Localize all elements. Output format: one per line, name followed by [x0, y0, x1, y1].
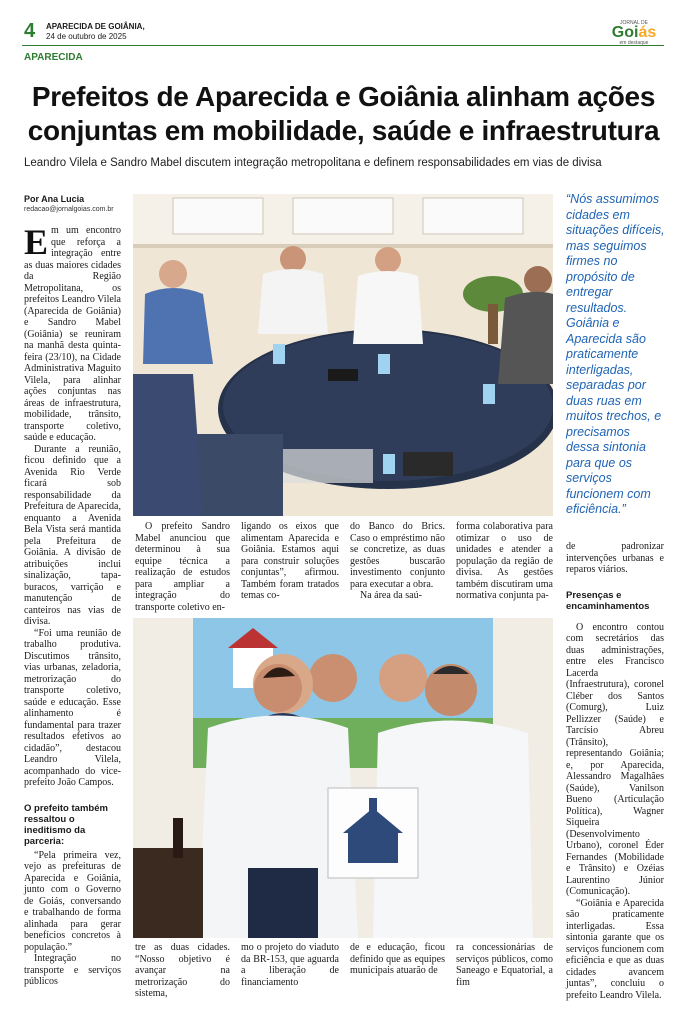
mayors-photo: [133, 618, 553, 938]
paragraph: Durante a reunião, ficou definido que a Avenida Rio Verde ficará sob responsabilidade da Prefeitura de Aparecida, enquanto a Avenida Bela Vista será mantida pela Prefeitura de Goiânia. A divisão de atribuições inclui sinalização, tapa-buracos, varrição e manutenção de canteiros nas vias de divisa.: [24, 443, 121, 627]
paragraph: ligando os eixos que alimentam Aparecida e Goiânia. Estamos aqui para construir soluções conjuntas”, afirmou. Também foram tratados temas co-: [241, 521, 339, 601]
paragraph: “Goiânia e Aparecida são praticamente interligadas. Essa sintonia garante que os serviços funcionem com eficiência e que as duas cidades avancem juntas”, concluiu o prefeito Leandro Vilela.: [566, 897, 664, 1001]
paragraph: mo o projeto do viaduto da BR-153, que aguarda a liberação de financiamento: [241, 942, 339, 988]
column-subheading: Presenças e encaminhamentos: [566, 589, 650, 612]
paragraph: forma colaborativa para otimizar o uso de unidades e atender a população da região de divisa. As gestões também discutiram uma normativa conjunta pa-: [456, 521, 553, 601]
paragraph: de padronizar intervenções urbanas e reparos viários.: [566, 541, 664, 575]
mayors-photo-illustration: [133, 618, 553, 938]
drop-cap: E: [24, 222, 49, 262]
article-column-1: [24, 222, 121, 988]
pull-quote: “Nós assumimos cidades em situações difíceis, mas seguimos firmes no propósito de entregar resultados. Goiânia e Aparecida são praticamente interligadas, separadas por duas ruas em muitos trechos, e precisamos dessa sintonia para que os serviços funcionem com eficiência.”: [566, 192, 665, 516]
section-label: APARECIDA: [24, 52, 83, 63]
meeting-photo: [133, 194, 553, 516]
paragraph: O prefeito Sandro Mabel anunciou que determinou à sua equipe técnica a realização de estudos para ampliar a integração do transporte coletivo en-: [135, 521, 230, 613]
page-number: 4: [24, 20, 36, 42]
article-column-4-bottom: [350, 942, 445, 977]
author-byline: Por Ana Lucia: [24, 194, 85, 204]
paragraph: do Banco do Brics. Caso o empréstimo não se concretize, as duas gestões buscarão investimento conjunto para executar a obra.: [350, 521, 445, 590]
paragraph: tre as duas cidades. “Nosso objetivo é avançar na metrorização do sistema,: [135, 942, 230, 999]
paragraph: “Pela primeira vez, vejo as prefeituras de Aparecida e Goiânia, junto com o Governo de Goiás, conversando e trabalhando de forma alinhada para gerar benefícios concretos à população.”: [24, 849, 121, 953]
article-column-2-top: [135, 521, 230, 613]
paragraph: Na área da saú-: [360, 590, 422, 601]
paragraph: m um encontro que reforça a integração entre as duas maiores cidades da Região Metropolitana, os prefeitos Leandro Vilela (Aparecida de Goiânia) e Sandro Mabel (Goiânia) se reuniram na manhã desta quinta-feira (23/10), na Cidade Administrativa Maguito Vilela, para alinhar ações conjuntas nas áreas de infraestrutura, mobilidade, trânsito, transporte coletivo, saúde e educação.: [24, 225, 121, 443]
article-column-3-top: [241, 521, 339, 602]
paragraph: de e educação, ficou definido que as equipes municipais atuarão de: [350, 942, 445, 976]
article-headline: Prefeitos de Aparecida e Goiânia alinham ações conjuntas em mobilidade, saúde e infraestrutura: [27, 81, 660, 146]
article-column-4-top: [350, 521, 445, 602]
paragraph: O encontro contou com secretários das duas administrações, entre eles Francisco Lacerda (Infraestrutura), coronel Cléber dos Santos (Comurg), Luiz Pellizzer (Saúde) e Tarcísio Abreu (Trânsito), representando Goiânia; e, por Aparecida, Alessandro Magalhães (Saúde), Vanilson Bueno (Articulação Política), Wagner Siqueira (Desenvolvimento Urbano), coronel Éder Fernandes (Mobilidade e Trânsito) e Ozéias Laurentino Júnior (Comunicação).: [566, 621, 664, 897]
paragraph: Integração no transporte e serviços públicos: [24, 953, 121, 987]
meeting-photo-illustration: [133, 194, 553, 516]
article-subheadline: Leandro Vilela e Sandro Mabel discutem integração metropolitana e definem responsabilidades em vias de divisa: [24, 157, 602, 169]
article-column-5-top: [456, 521, 553, 602]
paragraph: “Foi uma reunião de trabalho produtiva. Discutimos trânsito, vias urbanas, zeladoria, metrorização do transporte coletivo, saúde e educação. Esse alinhamento é fundamental para trazer resultados efetivos ao cidadão”, destacou Leandro Vilela, acompanhado do vice-prefeito João Campos.: [24, 627, 121, 788]
newspaper-logo: JORNAL DE Goiás em destaque: [611, 20, 657, 46]
page-header: [22, 20, 664, 46]
article-column-3-bottom: [241, 942, 339, 988]
article-column-2-bottom: [135, 942, 230, 1000]
article-column-right: [566, 541, 664, 1001]
publication-city: APARECIDA DE GOIÂNIA,: [46, 22, 145, 31]
column-subheading: O prefeito também ressaltou o ineditismo da parceria:: [24, 802, 108, 847]
publication-date: 24 de outubro de 2025: [46, 32, 127, 41]
article-column-5-bottom: [456, 942, 553, 988]
paragraph: ra concessionárias de serviços públicos, como Saneago e Equatorial, a fim: [456, 942, 553, 988]
author-email[interactable]: redacao@jornalgoias.com.br: [24, 206, 114, 213]
